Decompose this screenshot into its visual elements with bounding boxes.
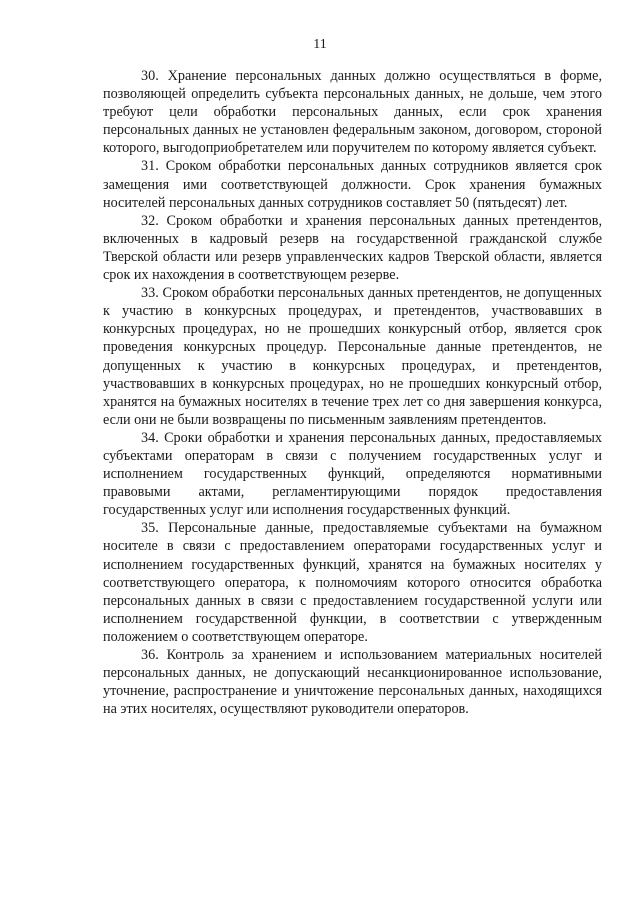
paragraph-31: 31. Сроком обработки персональных данных сотрудников является срок замещения ими соответствующей должности. Срок хранения бумажных носителей персональных данных сотрудников составляет 50 (пятьдесят) лет. [103, 158, 602, 211]
paragraph-33: 33. Сроком обработки персональных данных претендентов, не допущенных к участию в конкурсных процедурах, и претендентов, участвовавших в конкурсных процедурах, но не прошедших конкурсный отбор, является срок проведения конкурсных процедур. Персональные данные претендентов, не допущенных к участию в конкурсных процедурах, и претендентов, участвовавших в конкурсных процедурах, но не прошедших конкурсный отбор, хранятся на бумажных носителях в течение трех лет со дня завершения конкурса, если они не были возвращены по письменным заявлениям претендентов. [103, 285, 602, 428]
paragraph-34: 34. Сроки обработки и хранения персональных данных, предоставляемых субъектами операторам в связи с получением государственных услуг и исполнением государственных функций, определяются нормативными правовыми актами, регламентирующими порядок предоставления государственных услуг или исполнения государственных функций. [103, 429, 602, 519]
paragraph-36: 36. Контроль за хранением и использованием материальных носителей персональных данных, не допускающий несанкционированное использование, уточнение, распространение и уничтожение персональных данных, находящихся на этих носителях, осуществляют руководители операторов. [103, 647, 602, 718]
paragraph-32: 32. Сроком обработки и хранения персональных данных претендентов, включенных в кадровый резерв на государственной гражданской службе Тверской области или резерв управленческих кадров Тверской области, является срок их нахождения в соответствующем резерве. [103, 212, 602, 284]
document-body [103, 67, 602, 718]
paragraph-35: 35. Персональные данные, предоставляемые субъектами на бумажном носителе в связи с предоставлением операторами государственных услуг и исполнением государственных функций, хранятся на бумажных носителях у соответствующего оператора, к полномочиям которого относится обработка персональных данных в связи с предоставлением государственной услуги или исполнением государственной функции, в соответствии с утвержденным положением о соответствующем операторе. [103, 520, 602, 645]
paragraph-30: 30. Хранение персональных данных должно осуществляться в форме, позволяющей определить субъекта персональных данных, не дольше, чем этого требуют цели обработки персональных данных, если срок хранения персональных данных не установлен федеральным законом, договором, стороной которого, выгодоприобретателем или поручителем по которому является субъект. [103, 68, 602, 157]
page-number: 11 [313, 37, 327, 52]
